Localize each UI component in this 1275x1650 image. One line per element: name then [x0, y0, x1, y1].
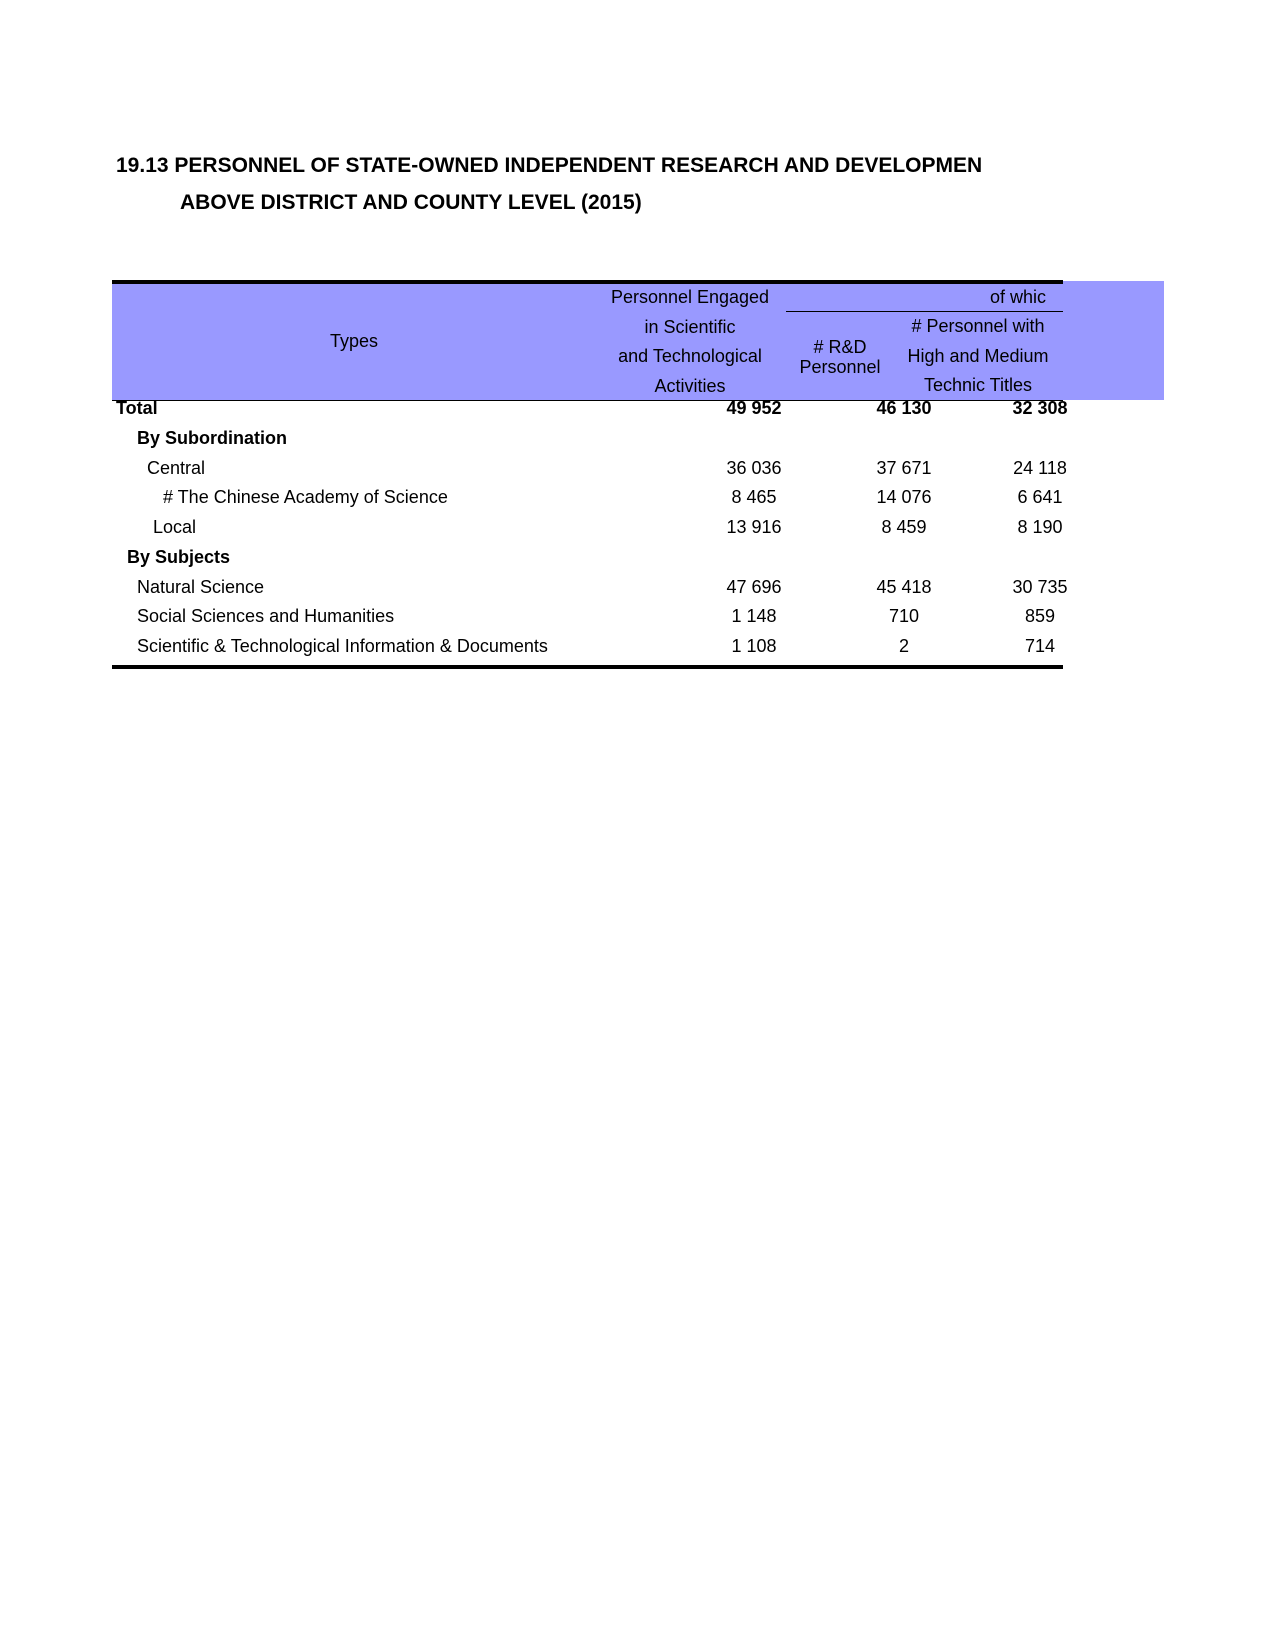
table-row: [112, 515, 1063, 539]
value-rd-personnel: 46 130: [876, 398, 932, 418]
value-personnel-engaged: 1 148: [731, 606, 777, 626]
table-row-section: [112, 426, 1063, 450]
value-personnel-engaged: 36 036: [726, 458, 782, 478]
row-label: Scientific & Technological Information & Documents: [137, 636, 548, 656]
table-row: [112, 634, 1063, 658]
value-rd-personnel: 8 459: [881, 517, 927, 537]
header-line: Technic Titles: [923, 375, 1033, 395]
value-personnel-engaged: 1 108: [731, 636, 777, 656]
of-which-rule: [786, 311, 1063, 312]
header-personnel-engaged: [600, 288, 780, 406]
value-rd-personnel: 45 418: [876, 577, 932, 597]
table-row: [112, 575, 1068, 599]
table-row: [112, 485, 1063, 509]
table-top-rule: [112, 280, 1063, 284]
value-personnel-with-titles: 24 118: [1013, 458, 1067, 478]
header-line: in Scientific: [644, 316, 736, 337]
row-label: # The Chinese Academy of Science: [163, 487, 448, 507]
header-line: Personnel: [799, 357, 881, 377]
table-bottom-rule: [112, 665, 1063, 669]
header-types: Types: [329, 331, 379, 351]
value-personnel-with-titles: 30 735: [1012, 577, 1068, 597]
page-subtitle: ABOVE DISTRICT AND COUNTY LEVEL (2015): [180, 191, 642, 214]
value-personnel-engaged: 47 696: [726, 577, 782, 597]
value-rd-personnel: 2: [898, 636, 909, 656]
table-row-section: [112, 545, 1063, 569]
row-label: Local: [153, 517, 197, 537]
row-label: By Subordination: [137, 428, 287, 448]
value-personnel-with-titles: 714: [1024, 636, 1056, 656]
value-rd-personnel: 710: [888, 606, 920, 626]
value-personnel-with-titles: 859: [1024, 606, 1056, 626]
value-personnel-with-titles: 6 641: [1017, 487, 1063, 507]
value-personnel-with-titles: 32 308: [1012, 398, 1068, 418]
value-personnel-engaged: 13 916: [726, 517, 782, 537]
header-personnel-with-titles: [888, 317, 1068, 406]
row-label: Total: [116, 398, 158, 418]
value-personnel-engaged: 49 952: [726, 398, 782, 418]
header-line: and Technological: [618, 346, 762, 366]
header-line: High and Medium: [907, 345, 1049, 366]
header-line: # R&D: [813, 337, 867, 357]
value-personnel-with-titles: 8 190: [1017, 517, 1063, 537]
row-label: Central: [147, 458, 206, 478]
row-label: Natural Science: [137, 577, 265, 597]
table-row: [112, 456, 1067, 480]
header-line: Personnel Engaged: [610, 287, 770, 307]
value-rd-personnel: 37 671: [876, 458, 932, 478]
header-of-which: of whic: [990, 288, 1047, 306]
value-rd-personnel: 14 076: [876, 487, 932, 507]
page-title: 19.13 PERSONNEL OF STATE-OWNED INDEPENDENT RESEARCH AND DEVELOPMEN: [116, 155, 983, 176]
header-line: Activities: [654, 375, 726, 396]
row-label: By Subjects: [127, 547, 231, 567]
header-rd-personnel: [790, 337, 890, 377]
table-row: [112, 604, 1063, 628]
table-row-total: [112, 396, 1068, 420]
header-line: # Personnel with: [911, 316, 1045, 336]
row-label: Social Sciences and Humanities: [137, 606, 395, 626]
value-personnel-engaged: 8 465: [731, 487, 777, 507]
